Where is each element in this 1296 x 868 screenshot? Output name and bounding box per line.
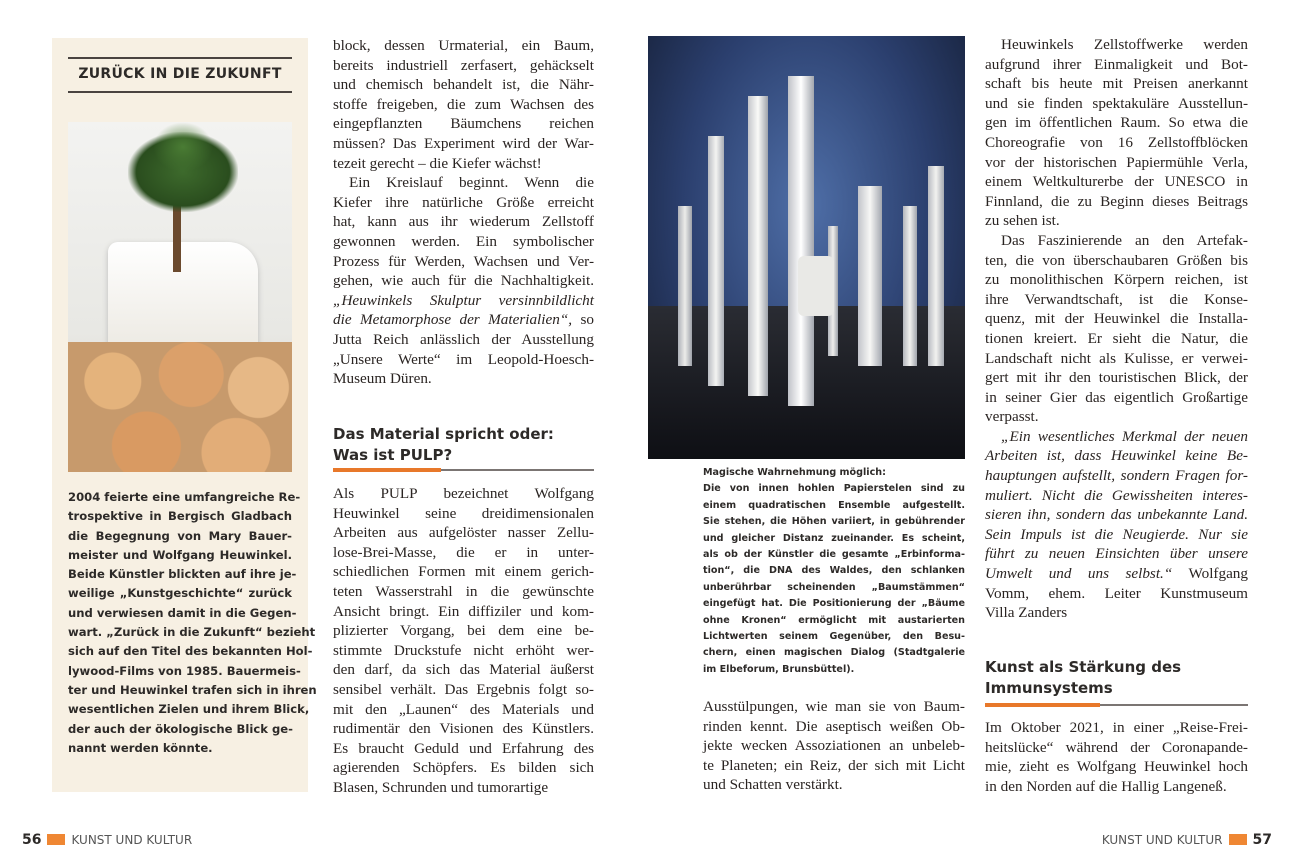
orange-square-icon <box>1229 834 1247 845</box>
column2-bottom-text <box>333 484 594 798</box>
text-line: te Planeten; ein Reiz, der sich mit Licht <box>703 756 965 774</box>
text-line: eingefügt hat. Die Positionierung der „Bäume <box>703 598 965 610</box>
text-line: plizierter Vorgang, bei dem eine be- <box>333 622 594 640</box>
text-line: Beide Künstler blickten auf ihre je- <box>68 567 297 582</box>
text-line: die Metamorphose der Materialien“, so <box>333 311 594 329</box>
text-line: weilige „Kunstgeschichte“ zurück <box>68 586 292 601</box>
text-line: Heuwinkel seine dreidimensionalen <box>333 504 594 522</box>
text-line: Das Faszinierende an den Artefak- <box>1001 231 1248 249</box>
italic-quote: hauptungen aufstellt, sondern Fragen for- <box>985 467 1248 485</box>
text-line: unberührbar scheinenden „Baumstämmen“ <box>703 581 965 593</box>
text-line: Ein Kreislauf beginnt. Wenn die <box>349 174 594 192</box>
text-line: hat, kann aus ihr wiederum Zellstoff <box>333 213 594 231</box>
text-line: mit den „Launen“ des Materials und <box>333 700 594 718</box>
italic-quote: „Heuwinkels Skulptur versinnbildlicht <box>333 291 594 309</box>
text-line: gert mit ihr den touristischen Blick, der <box>985 369 1248 387</box>
text-line: Ausstülpungen, wie man sie von Baum- <box>703 698 965 715</box>
text-line: Heuwinkels Zellstoffwerke werden <box>1001 36 1248 53</box>
text-line: verpasst. <box>985 408 1039 426</box>
heading-line: Immunsystems <box>985 679 1113 697</box>
text-line: Finnland, die zu Beginn dieses Beitrags <box>985 192 1248 210</box>
text-line: einem quadratischen Ensemble aufgestellt. <box>703 499 965 511</box>
italic-quote: Umwelt und uns selbst.“ <box>985 565 1173 583</box>
column4-top-text <box>985 35 1248 623</box>
text-line: lywood-Films von 1985. Bauermeis- <box>68 663 301 678</box>
column4-bottom-text <box>985 718 1248 796</box>
text-line: chern, einen magischen Dialog (Stadtgalerie <box>703 647 965 659</box>
text-line: zu sehen ist. <box>985 212 1060 230</box>
text-line: jekte wecken Assoziationen an unbeleb- <box>703 737 965 755</box>
text-line: Als PULP bezeichnet Wolfgang <box>333 485 594 502</box>
text-line: Im Oktober 2021, in einer „Reise-Frei- <box>985 719 1248 736</box>
text-line: die Begegnung von Mary Bauer- <box>68 528 292 543</box>
text-line: Sie stehen, die Höhen variiert, in gebührender <box>703 516 965 528</box>
orange-square-icon <box>47 834 65 845</box>
text-line: schaft bis heute mit Preisen anerkannt <box>985 75 1248 93</box>
text-line: teten Wasserstrahl in die gewünschte <box>333 582 594 600</box>
section-heading-pulp <box>333 424 594 466</box>
heading-underline <box>985 704 1248 706</box>
text-line: ter und Heuwinkel trafen sich in ihren <box>68 682 317 697</box>
text-line: Magische Wahrnehmung möglich: <box>703 467 886 478</box>
text-line: sich auf den Titel des bekannten Hol- <box>68 644 313 659</box>
text-line: zu monolithischen Körpern reichen, ist <box>985 271 1248 289</box>
text-line: gewonnen werden. Ein symbolischer <box>333 232 594 250</box>
text-line <box>985 486 1248 506</box>
sidebar-text <box>68 488 317 758</box>
page-number: 56 <box>22 832 42 848</box>
page-number: 57 <box>1252 832 1272 848</box>
text-line: heitslücke“ während der Coronapande- <box>985 738 1248 756</box>
text-line: mie, zieht es Wolfgang Heuwinkel hoch <box>985 758 1248 776</box>
text-line: schiedlichen Formen mit einem gerich- <box>333 563 594 581</box>
heading-underline <box>333 469 594 471</box>
text-line: Vomm, ehem. Leiter Kunstmuseum <box>985 584 1248 602</box>
text-line <box>985 466 1248 486</box>
italic-quote: die Metamorphose der Materialien“, <box>333 311 573 329</box>
text-line: in den Norden auf die Hallig Langeneß. <box>985 777 1227 795</box>
text-line: gehen, wie auch für die Nachhaltigkeit. <box>333 272 594 290</box>
heading-line: Das Material spricht oder: <box>333 425 554 443</box>
text-line: Es braucht Geduld und Erfahrung des <box>333 739 594 757</box>
text-line: Die von innen hohlen Papierstelen sind zu <box>703 483 965 495</box>
text-line: rinden kennt. Die aseptisch weißen Ob- <box>703 717 965 735</box>
heading-line: Kunst als Stärkung des <box>985 658 1182 676</box>
text-line: ten, die von überschaubaren Größen bis <box>985 251 1248 269</box>
text-line: Museum Düren. <box>333 370 432 388</box>
text-line: und gleicher Distanz zueinander. Es scheint, <box>703 532 965 544</box>
footer-right <box>1102 832 1272 848</box>
text-line: tionen kreiert. Er sieht die Natur, die <box>985 329 1248 347</box>
text-line: Arbeiten aus aufgelöster nasser Zellu- <box>333 524 594 542</box>
heading-line: Was ist PULP? <box>333 446 453 464</box>
text-line: den darf, da sich das Material äußerst <box>333 661 594 679</box>
column3-text <box>703 697 965 795</box>
text-line: meister und Wolfgang Heuwinkel. <box>68 547 292 562</box>
text-line <box>985 427 1248 447</box>
italic-quote: Sein Impuls ist die Neugierde. Nur sie <box>985 525 1248 543</box>
footer-left <box>22 832 192 848</box>
sculpture-photo <box>68 122 292 472</box>
text-line: Umwelt und uns selbst.“ Wolfgang <box>985 565 1248 583</box>
text-line: stimmte Druckstufe nicht erhöht wer- <box>333 641 594 659</box>
text-line: und verwiesen damit in die Gegen- <box>68 605 297 620</box>
photo-caption <box>703 465 965 678</box>
italic-quote: „Ein wesentliches Merkmal der neuen <box>1001 427 1248 445</box>
text-line: nannt werden könnte. <box>68 740 213 755</box>
text-line: sensibel verhält. Das Ergebnis folgt so- <box>333 680 594 698</box>
text-line <box>985 525 1248 545</box>
text-line: und chemisch behandelt ist, die Nähr- <box>333 76 594 94</box>
text-line: trospektive in Bergisch Gladbach <box>68 509 292 524</box>
text-line: vor der historischen Papiermühle Verla, <box>985 153 1248 171</box>
text-line: rudimentär den Visionen des Künstlers. <box>333 720 594 738</box>
text-line: tezeit gerecht – die Kiefer wächst! <box>333 154 542 172</box>
text-line: quenz, mit der Heuwinkel die Installa- <box>985 310 1248 328</box>
italic-quote: Arbeiten ist, dass Heuwinkel keine Be- <box>985 447 1248 465</box>
text-line: als ob der Künstler die gesamte „Erbinforma- <box>703 548 965 560</box>
text-line: und Schatten verstärkt. <box>703 776 843 794</box>
text-line: Ansicht bringt. Ein diffiziler und kom- <box>333 602 594 620</box>
text-line: und sie finden spektakuläre Ausstellun- <box>985 94 1248 112</box>
text-line: Landschaft nicht als Kulisse, er verwei- <box>985 349 1248 367</box>
text-line: im Elbeforum, Brunsbüttel). <box>703 663 855 675</box>
text-line: müssen? Das Experiment wird der War- <box>333 134 594 152</box>
text-line: tion“, die DNA des Waldes, den schlanken <box>703 565 965 577</box>
text-line: ohne Kronen“ ermöglicht mit austarierten <box>703 614 965 626</box>
text-line: Jutta Reich anlässlich der Ausstellung <box>333 330 594 348</box>
text-line: der auch der ökologische Blick ge- <box>68 721 293 736</box>
text-line <box>985 505 1248 525</box>
section-label: KUNST UND KULTUR <box>71 833 193 847</box>
text-line: Prozess für Werden, Wachsen und Ver- <box>333 252 594 270</box>
column2-top-text <box>333 36 594 389</box>
italic-quote: sieren ihn, sondern das unbekannte Land. <box>985 506 1248 524</box>
text-line: bereits industriell zerfasert, gehäckselt <box>333 56 594 74</box>
text-line: agierenden Schöpfers. Es bilden sich <box>333 759 594 777</box>
text-line <box>333 291 594 311</box>
text-line: aufgrund ihrer Einmaligkeit und Bot- <box>985 55 1248 73</box>
text-line: in seiner Gier das eigentlich Großartige <box>985 388 1248 406</box>
section-label: KUNST UND KULTUR <box>1101 833 1223 847</box>
text-line: gen im öffentlichen Raum. So etwa die <box>985 114 1248 132</box>
text-line: ihre Verwandtschaft, ist die Konse- <box>985 290 1248 308</box>
sidebar-rule-bottom <box>68 91 292 93</box>
text-line <box>985 544 1248 564</box>
section-heading-immunsystem <box>985 657 1248 699</box>
text-line: stoffe freigeben, die zum Wachsen des <box>333 95 594 113</box>
text-line: einem Weltkulturerbe der UNESCO in <box>985 173 1248 191</box>
italic-quote: führt zu neuen Einsichten über unsere <box>985 545 1248 563</box>
text-line: Villa Zanders <box>985 604 1068 622</box>
sidebar-title: ZURÜCK IN DIE ZUKUNFT <box>78 66 282 82</box>
gallery-installation-photo <box>648 36 965 459</box>
text-line: wart. „Zurück in die Zukunft“ bezieht <box>68 625 316 640</box>
text-line <box>985 446 1248 466</box>
sidebar-rule-top <box>68 57 292 59</box>
text-line: Kiefer ihre natürliche Größe erreicht <box>333 193 594 211</box>
text-line: block, dessen Urmaterial, ein Baum, <box>333 37 594 54</box>
text-line: „Unsere Werte“ im Leopold-Hoesch- <box>333 350 594 368</box>
text-line: wesentlichen Zielen und ihrem Blick, <box>68 702 310 717</box>
text-line: lose-Brei-Masse, die er in unter- <box>333 543 594 561</box>
text-line: Blasen, Schrunden und tumorartige <box>333 778 549 796</box>
text-line: 2004 feierte eine umfangreiche Re- <box>68 490 301 504</box>
text-line: eingepflanzten Bäumchens reichen <box>333 115 594 133</box>
italic-quote: muliert. Nicht die Gewissheiten interes- <box>985 486 1248 504</box>
text-line: Choreografie von 16 Zellstoffblöcken <box>985 133 1248 151</box>
text-line: Lichtwerten seinem Gegenüber, den Besu- <box>703 630 965 642</box>
